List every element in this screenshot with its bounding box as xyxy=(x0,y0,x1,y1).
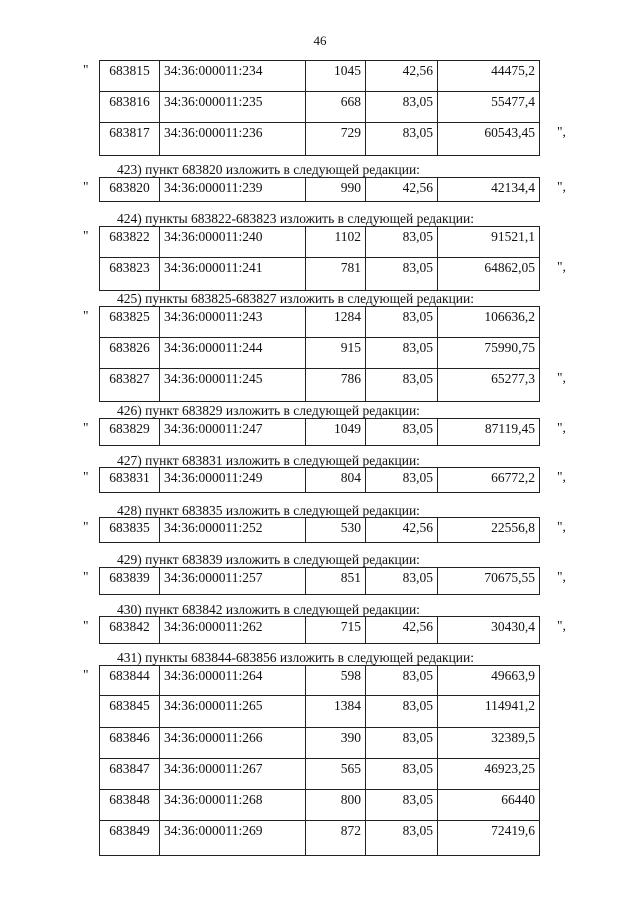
opening-quote-mark: " xyxy=(83,519,89,534)
item-number-cell: 683826 xyxy=(100,338,160,369)
value-cell: 114941,2 xyxy=(438,696,540,728)
value-cell: 91521,1 xyxy=(438,227,540,258)
value-cell: 64862,05 xyxy=(438,258,540,291)
opening-quote-mark: " xyxy=(83,420,89,435)
value-cell: 75990,75 xyxy=(438,338,540,369)
table-row xyxy=(100,369,540,402)
closing-quote-mark: ", xyxy=(557,420,566,435)
rate-cell: 42,56 xyxy=(366,61,438,92)
table-row xyxy=(100,790,540,821)
cadastral-number-cell: 34:36:000011:268 xyxy=(160,790,306,821)
item-number-cell: 683831 xyxy=(100,468,160,493)
amendment-caption: 430) пункт 683842 изложить в следующей редакции: xyxy=(117,602,420,617)
table-row xyxy=(100,821,540,856)
cadastral-number-cell: 34:36:000011:239 xyxy=(160,178,306,202)
area-cell: 915 xyxy=(306,338,366,369)
value-cell: 66440 xyxy=(438,790,540,821)
value-cell: 106636,2 xyxy=(438,307,540,338)
amendment-caption: 431) пункты 683844-683856 изложить в следующей редакции: xyxy=(117,650,474,665)
rate-cell: 83,05 xyxy=(366,419,438,446)
rate-cell: 42,56 xyxy=(366,617,438,644)
item-number-cell: 683815 xyxy=(100,61,160,92)
rate-cell: 83,05 xyxy=(366,227,438,258)
value-cell: 32389,5 xyxy=(438,728,540,759)
cadastral-number-cell: 34:36:000011:240 xyxy=(160,227,306,258)
amendment-caption: 425) пункты 683825-683827 изложить в следующей редакции: xyxy=(117,291,474,306)
area-cell: 872 xyxy=(306,821,366,856)
opening-quote-mark: " xyxy=(83,62,89,77)
value-cell: 42134,4 xyxy=(438,178,540,202)
area-cell: 715 xyxy=(306,617,366,644)
cadastral-number-cell: 34:36:000011:267 xyxy=(160,759,306,790)
table-row xyxy=(100,666,540,696)
page-number: 46 xyxy=(313,33,327,48)
cadastral-table xyxy=(99,177,540,202)
closing-quote-mark: ", xyxy=(557,124,566,139)
item-number-cell: 683846 xyxy=(100,728,160,759)
cadastral-number-cell: 34:36:000011:252 xyxy=(160,518,306,543)
item-number-cell: 683845 xyxy=(100,696,160,728)
value-cell: 72419,6 xyxy=(438,821,540,856)
value-cell: 46923,25 xyxy=(438,759,540,790)
area-cell: 668 xyxy=(306,92,366,123)
cadastral-table xyxy=(99,306,540,402)
rate-cell: 83,05 xyxy=(366,568,438,595)
amendment-caption: 424) пункты 683822-683823 изложить в следующей редакции: xyxy=(117,211,474,226)
value-cell: 66772,2 xyxy=(438,468,540,493)
value-cell: 70675,55 xyxy=(438,568,540,595)
cadastral-number-cell: 34:36:000011:235 xyxy=(160,92,306,123)
table-row xyxy=(100,518,540,543)
cadastral-number-cell: 34:36:000011:269 xyxy=(160,821,306,856)
area-cell: 1284 xyxy=(306,307,366,338)
item-number-cell: 683848 xyxy=(100,790,160,821)
cadastral-number-cell: 34:36:000011:245 xyxy=(160,369,306,402)
area-cell: 804 xyxy=(306,468,366,493)
area-cell: 729 xyxy=(306,123,366,156)
rate-cell: 83,05 xyxy=(366,307,438,338)
item-number-cell: 683823 xyxy=(100,258,160,291)
cadastral-number-cell: 34:36:000011:243 xyxy=(160,307,306,338)
item-number-cell: 683825 xyxy=(100,307,160,338)
cadastral-table xyxy=(99,60,540,156)
cadastral-table xyxy=(99,616,540,644)
amendment-caption: 427) пункт 683831 изложить в следующей редакции: xyxy=(117,453,420,468)
amendment-caption: 423) пункт 683820 изложить в следующей редакции: xyxy=(117,162,420,177)
value-cell: 65277,3 xyxy=(438,369,540,402)
item-number-cell: 683816 xyxy=(100,92,160,123)
cadastral-table xyxy=(99,567,540,595)
table-row xyxy=(100,468,540,493)
amendment-caption: 429) пункт 683839 изложить в следующей редакции: xyxy=(117,552,420,567)
table-row xyxy=(100,178,540,202)
rate-cell: 83,05 xyxy=(366,696,438,728)
cadastral-number-cell: 34:36:000011:262 xyxy=(160,617,306,644)
area-cell: 1045 xyxy=(306,61,366,92)
cadastral-number-cell: 34:36:000011:249 xyxy=(160,468,306,493)
rate-cell: 83,05 xyxy=(366,666,438,696)
area-cell: 565 xyxy=(306,759,366,790)
value-cell: 22556,8 xyxy=(438,518,540,543)
table-row xyxy=(100,338,540,369)
table-row xyxy=(100,728,540,759)
area-cell: 990 xyxy=(306,178,366,202)
rate-cell: 83,05 xyxy=(366,338,438,369)
cadastral-number-cell: 34:36:000011:265 xyxy=(160,696,306,728)
rate-cell: 42,56 xyxy=(366,178,438,202)
value-cell: 49663,9 xyxy=(438,666,540,696)
opening-quote-mark: " xyxy=(83,618,89,633)
table-row xyxy=(100,258,540,291)
closing-quote-mark: ", xyxy=(557,370,566,385)
rate-cell: 42,56 xyxy=(366,518,438,543)
area-cell: 786 xyxy=(306,369,366,402)
item-number-cell: 683842 xyxy=(100,617,160,644)
rate-cell: 83,05 xyxy=(366,258,438,291)
opening-quote-mark: " xyxy=(83,308,89,323)
table-row xyxy=(100,92,540,123)
rate-cell: 83,05 xyxy=(366,92,438,123)
closing-quote-mark: ", xyxy=(557,618,566,633)
area-cell: 1384 xyxy=(306,696,366,728)
area-cell: 390 xyxy=(306,728,366,759)
table-row xyxy=(100,307,540,338)
item-number-cell: 683849 xyxy=(100,821,160,856)
table-row xyxy=(100,759,540,790)
rate-cell: 83,05 xyxy=(366,759,438,790)
cadastral-table xyxy=(99,467,540,493)
table-row xyxy=(100,227,540,258)
rate-cell: 83,05 xyxy=(366,369,438,402)
cadastral-number-cell: 34:36:000011:244 xyxy=(160,338,306,369)
rate-cell: 83,05 xyxy=(366,728,438,759)
area-cell: 598 xyxy=(306,666,366,696)
value-cell: 87119,45 xyxy=(438,419,540,446)
table-row xyxy=(100,419,540,446)
cadastral-number-cell: 34:36:000011:266 xyxy=(160,728,306,759)
rate-cell: 83,05 xyxy=(366,468,438,493)
rate-cell: 83,05 xyxy=(366,790,438,821)
area-cell: 530 xyxy=(306,518,366,543)
cadastral-table xyxy=(99,665,540,856)
cadastral-number-cell: 34:36:000011:264 xyxy=(160,666,306,696)
area-cell: 1049 xyxy=(306,419,366,446)
amendment-caption: 426) пункт 683829 изложить в следующей редакции: xyxy=(117,403,420,418)
closing-quote-mark: ", xyxy=(557,469,566,484)
value-cell: 60543,45 xyxy=(438,123,540,156)
table-row xyxy=(100,568,540,595)
item-number-cell: 683844 xyxy=(100,666,160,696)
item-number-cell: 683835 xyxy=(100,518,160,543)
closing-quote-mark: ", xyxy=(557,179,566,194)
rate-cell: 83,05 xyxy=(366,123,438,156)
table-row xyxy=(100,123,540,156)
area-cell: 851 xyxy=(306,568,366,595)
cadastral-number-cell: 34:36:000011:234 xyxy=(160,61,306,92)
rate-cell: 83,05 xyxy=(366,821,438,856)
closing-quote-mark: ", xyxy=(557,569,566,584)
cadastral-number-cell: 34:36:000011:257 xyxy=(160,568,306,595)
area-cell: 800 xyxy=(306,790,366,821)
cadastral-table xyxy=(99,418,540,446)
table-row xyxy=(100,61,540,92)
area-cell: 1102 xyxy=(306,227,366,258)
cadastral-table xyxy=(99,226,540,291)
opening-quote-mark: " xyxy=(83,469,89,484)
cadastral-number-cell: 34:36:000011:236 xyxy=(160,123,306,156)
table-row xyxy=(100,617,540,644)
cadastral-number-cell: 34:36:000011:247 xyxy=(160,419,306,446)
item-number-cell: 683827 xyxy=(100,369,160,402)
opening-quote-mark: " xyxy=(83,667,89,682)
value-cell: 44475,2 xyxy=(438,61,540,92)
item-number-cell: 683829 xyxy=(100,419,160,446)
table-row xyxy=(100,696,540,728)
cadastral-number-cell: 34:36:000011:241 xyxy=(160,258,306,291)
item-number-cell: 683817 xyxy=(100,123,160,156)
opening-quote-mark: " xyxy=(83,179,89,194)
value-cell: 55477,4 xyxy=(438,92,540,123)
value-cell: 30430,4 xyxy=(438,617,540,644)
item-number-cell: 683839 xyxy=(100,568,160,595)
opening-quote-mark: " xyxy=(83,228,89,243)
closing-quote-mark: ", xyxy=(557,259,566,274)
item-number-cell: 683847 xyxy=(100,759,160,790)
closing-quote-mark: ", xyxy=(557,519,566,534)
cadastral-table xyxy=(99,517,540,543)
item-number-cell: 683820 xyxy=(100,178,160,202)
opening-quote-mark: " xyxy=(83,569,89,584)
area-cell: 781 xyxy=(306,258,366,291)
item-number-cell: 683822 xyxy=(100,227,160,258)
amendment-caption: 428) пункт 683835 изложить в следующей редакции: xyxy=(117,503,420,518)
